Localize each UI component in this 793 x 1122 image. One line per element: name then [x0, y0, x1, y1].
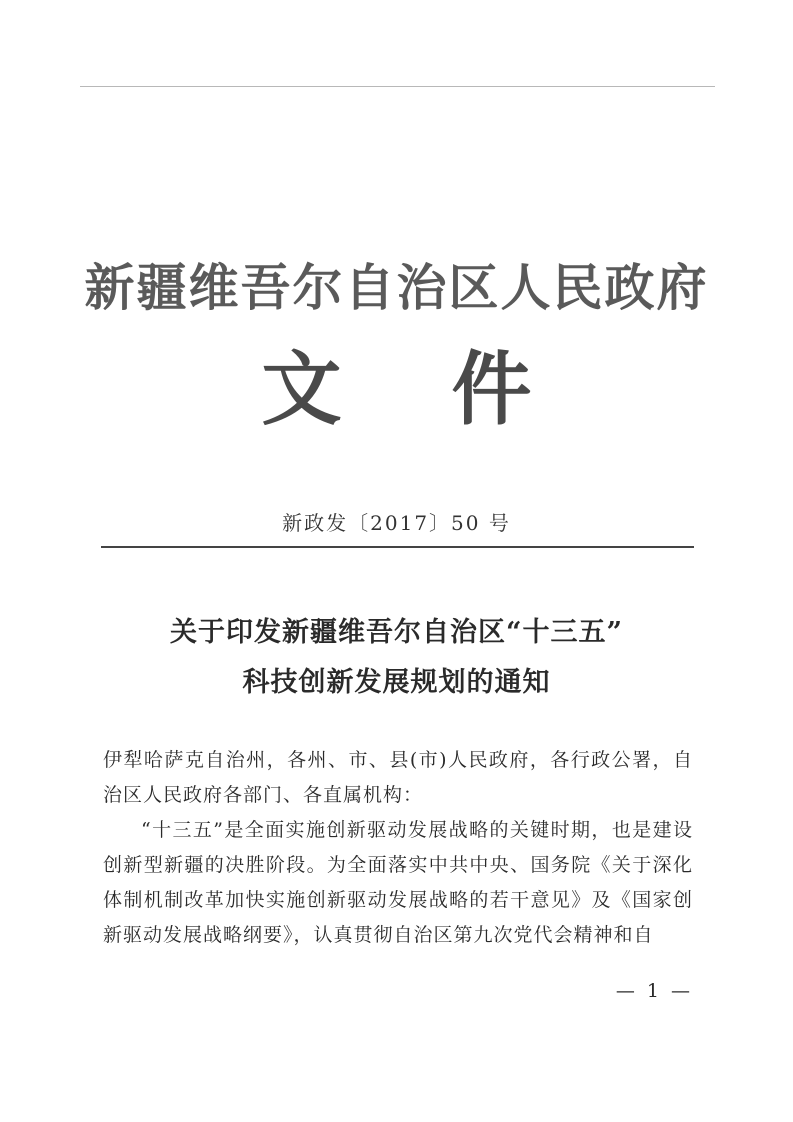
issuer-heading: 新疆维吾尔自治区人民政府	[84, 259, 709, 317]
notice-body	[103, 743, 693, 953]
title-line-2: 科技创新发展规划的通知	[242, 667, 551, 698]
top-divider	[80, 86, 715, 87]
document-word-char: 文	[261, 343, 342, 436]
document-word-char: 件	[451, 343, 532, 436]
salutation: 伊犁哈萨克自治州，各州、市、县(市)人民政府，各行政公署，自治区人民政府各部门、各直属机构：	[103, 749, 693, 806]
header-divider	[101, 546, 694, 548]
document-number: 新政发〔2017〕50 号	[282, 511, 511, 535]
notice-title	[0, 608, 793, 708]
document-heading	[0, 340, 793, 440]
page-number: — 1 —	[615, 980, 693, 1002]
body-paragraph: “十三五”是全面实施创新驱动发展战略的关键时期，也是建设创新型新疆的决胜阶段。为全面落实中共中央、国务院《关于深化体制机制改革加快实施创新驱动发展战略的若干意见》及《国家创新驱动发展战略纲要》，认真贯彻自治区第九次党代会精神和自	[103, 819, 693, 946]
title-line-1: 关于印发新疆维吾尔自治区“十三五”	[169, 617, 624, 648]
